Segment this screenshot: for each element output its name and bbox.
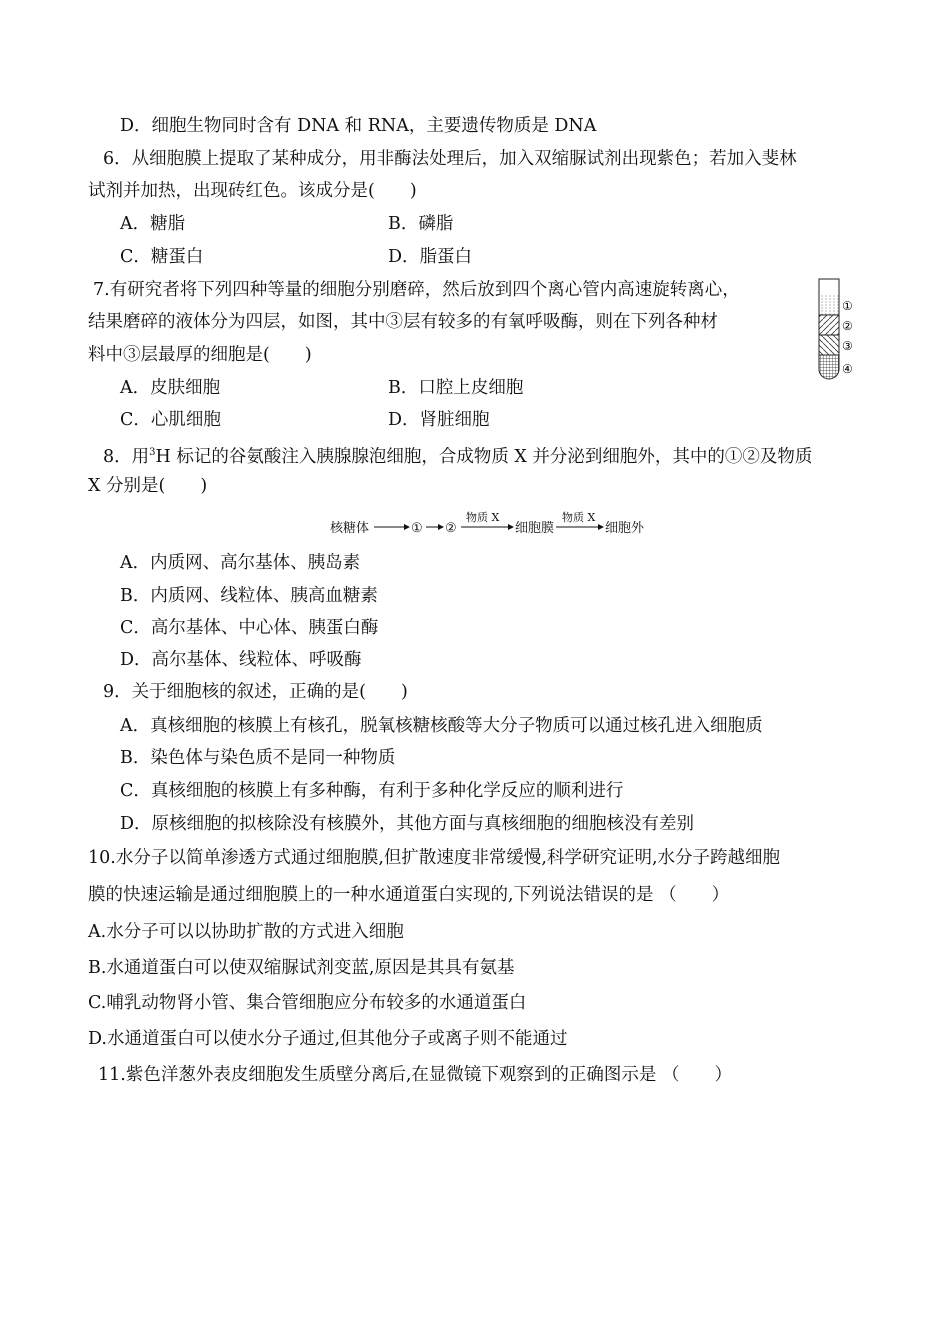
q5-option-d: D．细胞生物同时含有 DNA 和 RNA，主要遗传物质是 DNA [120, 116, 597, 136]
tube-label-2: ② [842, 319, 853, 333]
q10-option-c: C.哺乳动物肾小管、集合管细胞应分布较多的水通道蛋白 [88, 993, 527, 1013]
q11-stem: 11.紫色洋葱外表皮细胞发生质壁分离后,在显微镜下观察到的正确图示是 （ ） [98, 1065, 732, 1085]
q7-stem: 料中③层最厚的细胞是( ) [88, 345, 312, 365]
q6-option-a: A．糖脂 [120, 214, 186, 234]
flow-node: 细胞膜 [515, 521, 555, 536]
q10-stem: 膜的快速运输是通过细胞膜上的一种水通道蛋白实现的,下列说法错误的是 （ ） [88, 885, 730, 905]
q6-option-c: C．糖蛋白 [120, 247, 204, 267]
tube-label-4: ④ [842, 362, 853, 376]
tube-label-3: ③ [842, 339, 853, 353]
q10-option-d: D.水通道蛋白可以使水分子通过,但其他分子或离子则不能通过 [88, 1029, 568, 1049]
q10-stem: 10.水分子以简单渗透方式通过细胞膜,但扩散速度非常缓慢,科学研究证明,水分子跨越细胞 [88, 848, 781, 868]
q7-option-a: A．皮肤细胞 [120, 378, 221, 398]
q6-option-d: D．脂蛋白 [388, 247, 473, 267]
q8-option-d: D．高尔基体、线粒体、呼吸酶 [120, 650, 362, 670]
q9-option-d: D．原核细胞的拟核除没有核膜外，其他方面与真核细胞的细胞核没有差别 [120, 814, 695, 834]
q8-sup: 3 [149, 447, 156, 458]
flow-node: 核糖体 [330, 521, 370, 536]
q7-stem: 7.有研究者将下列四种等量的细胞分别磨碎，然后放到四个离心管内高速旋转离心， [93, 280, 740, 300]
q8-stem: X 分别是( ) [88, 476, 208, 496]
q10-option-b: B.水通道蛋白可以使双缩脲试剂变蓝,原因是其具有氨基 [88, 958, 515, 978]
q8-option-a: A．内质网、高尔基体、胰岛素 [120, 553, 361, 573]
q10-option-a: A.水分子可以以协助扩散的方式进入细胞 [88, 922, 404, 942]
flow-arrow-label: 物质 X [562, 511, 596, 524]
q8-stem-a: 8．用 [103, 446, 150, 467]
q8-option-c: C．高尔基体、中心体、胰蛋白酶 [120, 618, 379, 638]
flow-arrow-label: 物质 X [466, 511, 500, 524]
q7-stem: 结果磨碎的液体分为四层，如图，其中③层有较多的有氧呼吸酶，则在下列各种材 [88, 312, 718, 332]
q6-stem: 试剂并加热，出现砖红色。该成分是( ) [88, 181, 417, 201]
q7-option-d: D．肾脏细胞 [388, 410, 490, 430]
q8-option-b: B．内质网、线粒体、胰高血糖素 [120, 586, 378, 606]
q6-option-b: B．磷脂 [388, 214, 454, 234]
flow-node: ② [445, 521, 457, 536]
q9-stem: 9．关于细胞核的叙述，正确的是( ) [103, 682, 408, 702]
flow-node: ① [411, 521, 423, 536]
tube-label-1: ① [842, 299, 853, 313]
q6-stem: 6．从细胞膜上提取了某种成分，用非酶法处理后，加入双缩脲试剂出现紫色；若加入斐林 [103, 149, 797, 169]
q9-option-b: B．染色体与染色质不是同一种物质 [120, 748, 396, 768]
q9-option-a: A．真核细胞的核膜上有核孔，脱氧核糖核酸等大分子物质可以通过核孔进入细胞质 [120, 716, 763, 736]
q7-option-b: B．口腔上皮细胞 [388, 378, 524, 398]
secretion-flow-diagram [330, 510, 660, 540]
q8-stem-b: H 标记的谷氨酸注入胰腺腺泡细胞，合成物质 X 并分泌到细胞外，其中的①②及物质 [155, 446, 813, 467]
q8-stem [103, 442, 812, 468]
centrifuge-tube-diagram [805, 277, 855, 382]
flow-node: 细胞外 [605, 521, 645, 536]
q9-option-c: C．真核细胞的核膜上有多种酶，有利于多种化学反应的顺利进行 [120, 781, 624, 801]
q7-option-c: C．心肌细胞 [120, 410, 221, 430]
